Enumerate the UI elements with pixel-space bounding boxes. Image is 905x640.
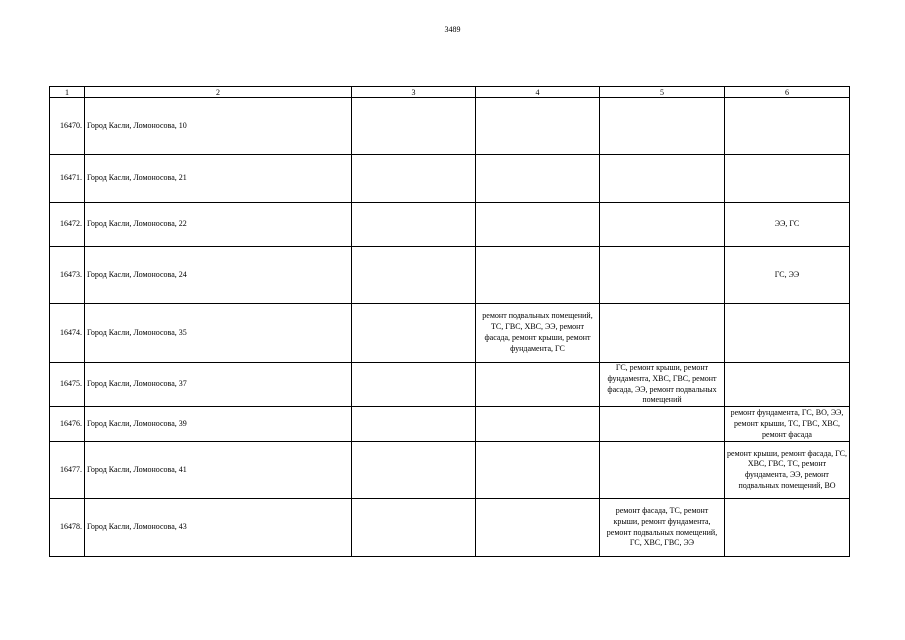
row-number: 16478. bbox=[50, 499, 85, 557]
row-address: Город Касли, Ломоносова, 41 bbox=[85, 442, 352, 499]
row-col5: ремонт фасада, ТС, ремонт крыши, ремонт фундамента, ремонт подвальных помещений, ГС, ХВС, ГВС, ЭЭ bbox=[600, 499, 725, 557]
row-number: 16473. bbox=[50, 247, 85, 304]
row-number: 16470. bbox=[50, 98, 85, 155]
table-row bbox=[50, 363, 850, 407]
row-col4 bbox=[476, 363, 600, 407]
row-address: Город Касли, Ломоносова, 24 bbox=[85, 247, 352, 304]
row-col3 bbox=[352, 203, 476, 247]
row-col5 bbox=[600, 98, 725, 155]
row-address: Город Касли, Ломоносова, 39 bbox=[85, 407, 352, 442]
row-col6 bbox=[725, 155, 850, 203]
row-col5 bbox=[600, 407, 725, 442]
table-row bbox=[50, 203, 850, 247]
row-col6 bbox=[725, 98, 850, 155]
row-col3 bbox=[352, 155, 476, 203]
row-col6 bbox=[725, 363, 850, 407]
table-row bbox=[50, 499, 850, 557]
row-address: Город Касли, Ломоносова, 35 bbox=[85, 304, 352, 363]
column-header: 3 bbox=[352, 87, 476, 98]
row-col4 bbox=[476, 499, 600, 557]
column-header: 5 bbox=[600, 87, 725, 98]
column-number-row bbox=[50, 87, 850, 98]
row-col4 bbox=[476, 442, 600, 499]
row-col6: ремонт крыши, ремонт фасада, ГС, ХВС, ГВС, ТС, ремонт фундамента, ЭЭ, ремонт подвальных помещений, ВО bbox=[725, 442, 850, 499]
row-col5 bbox=[600, 304, 725, 363]
row-col4 bbox=[476, 203, 600, 247]
row-col3 bbox=[352, 304, 476, 363]
row-number: 16476. bbox=[50, 407, 85, 442]
column-header: 6 bbox=[725, 87, 850, 98]
row-col4: ремонт подвальных помещений, ТС, ГВС, ХВС, ЭЭ, ремонт фасада, ремонт крыши, ремонт фундамента, ГС bbox=[476, 304, 600, 363]
row-col6: ЭЭ, ГС bbox=[725, 203, 850, 247]
row-col4 bbox=[476, 407, 600, 442]
row-address: Город Касли, Ломоносова, 21 bbox=[85, 155, 352, 203]
row-col3 bbox=[352, 442, 476, 499]
table-row bbox=[50, 442, 850, 499]
table-row bbox=[50, 155, 850, 203]
row-col3 bbox=[352, 407, 476, 442]
table-row bbox=[50, 407, 850, 442]
row-address: Город Касли, Ломоносова, 43 bbox=[85, 499, 352, 557]
row-address: Город Касли, Ломоносова, 22 bbox=[85, 203, 352, 247]
row-col6 bbox=[725, 304, 850, 363]
row-address: Город Касли, Ломоносова, 37 bbox=[85, 363, 352, 407]
row-col3 bbox=[352, 363, 476, 407]
row-col3 bbox=[352, 247, 476, 304]
table-row bbox=[50, 247, 850, 304]
row-col5: ГС, ремонт крыши, ремонт фундамента, ХВС, ГВС, ремонт фасада, ЭЭ, ремонт подвальных помещений bbox=[600, 363, 725, 407]
row-col3 bbox=[352, 499, 476, 557]
row-col4 bbox=[476, 98, 600, 155]
row-number: 16475. bbox=[50, 363, 85, 407]
row-col6: ГС, ЭЭ bbox=[725, 247, 850, 304]
row-address: Город Касли, Ломоносова, 10 bbox=[85, 98, 352, 155]
row-col5 bbox=[600, 247, 725, 304]
row-col6 bbox=[725, 499, 850, 557]
row-number: 16474. bbox=[50, 304, 85, 363]
page-number: 3489 bbox=[444, 25, 461, 34]
row-number: 16477. bbox=[50, 442, 85, 499]
row-number: 16472. bbox=[50, 203, 85, 247]
row-number: 16471. bbox=[50, 155, 85, 203]
row-col4 bbox=[476, 155, 600, 203]
register-table bbox=[49, 86, 850, 557]
column-header: 1 bbox=[50, 87, 85, 98]
table-row bbox=[50, 304, 850, 363]
column-header: 4 bbox=[476, 87, 600, 98]
row-col5 bbox=[600, 155, 725, 203]
row-col3 bbox=[352, 98, 476, 155]
row-col6: ремонт фундамента, ГС, ВО, ЭЭ, ремонт крыши, ТС, ГВС, ХВС, ремонт фасада bbox=[725, 407, 850, 442]
column-header: 2 bbox=[85, 87, 352, 98]
row-col5 bbox=[600, 203, 725, 247]
row-col5 bbox=[600, 442, 725, 499]
row-col4 bbox=[476, 247, 600, 304]
table-row bbox=[50, 98, 850, 155]
